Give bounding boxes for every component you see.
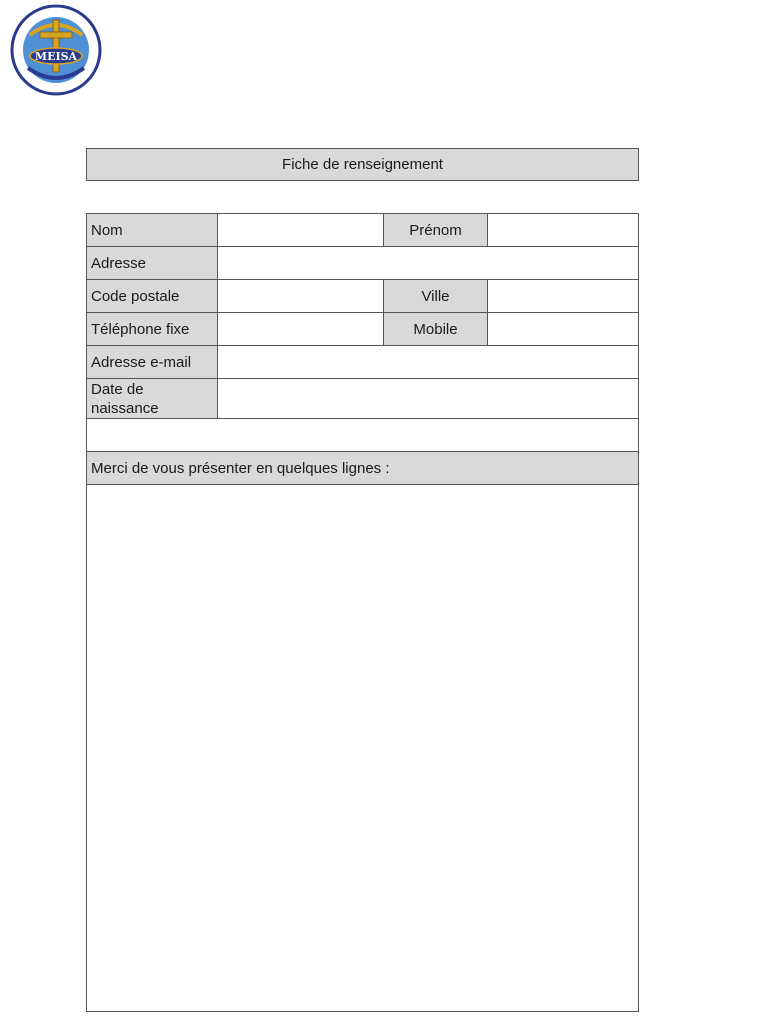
row-telephone [87, 313, 638, 346]
field-presentation[interactable] [87, 485, 638, 1011]
label-presentation: Merci de vous présenter en quelques lignes : [87, 452, 638, 484]
field-ville[interactable] [488, 280, 638, 312]
label-email: Adresse e-mail [87, 346, 218, 378]
label-naissance-line1: Date de [91, 380, 144, 398]
label-prenom: Prénom [384, 214, 488, 246]
field-telephone[interactable] [218, 313, 384, 345]
field-mobile[interactable] [488, 313, 638, 345]
row-code-postal [87, 280, 638, 313]
row-presentation-header [87, 452, 638, 485]
label-naissance-line2: naissance [91, 399, 159, 417]
field-prenom[interactable] [488, 214, 638, 246]
label-telephone: Téléphone fixe [87, 313, 218, 345]
row-adresse [87, 247, 638, 280]
label-mobile: Mobile [384, 313, 488, 345]
row-blank [87, 419, 638, 452]
logo-wordmark: MEISA [34, 50, 78, 63]
form-title: Fiche de renseignement [86, 148, 639, 181]
row-naissance [87, 379, 638, 419]
field-naissance[interactable] [218, 379, 638, 418]
label-ville: Ville [384, 280, 488, 312]
field-nom[interactable] [218, 214, 384, 246]
meisa-logo [0, 0, 112, 100]
label-nom: Nom [87, 214, 218, 246]
field-code-postal[interactable] [218, 280, 384, 312]
label-naissance [87, 379, 218, 418]
field-email[interactable] [218, 346, 638, 378]
info-form [86, 213, 639, 1012]
row-nom [87, 214, 638, 247]
meisa-logo-emblem [0, 0, 112, 100]
label-code-postal: Code postale [87, 280, 218, 312]
label-adresse: Adresse [87, 247, 218, 279]
field-adresse[interactable] [218, 247, 638, 279]
row-email [87, 346, 638, 379]
